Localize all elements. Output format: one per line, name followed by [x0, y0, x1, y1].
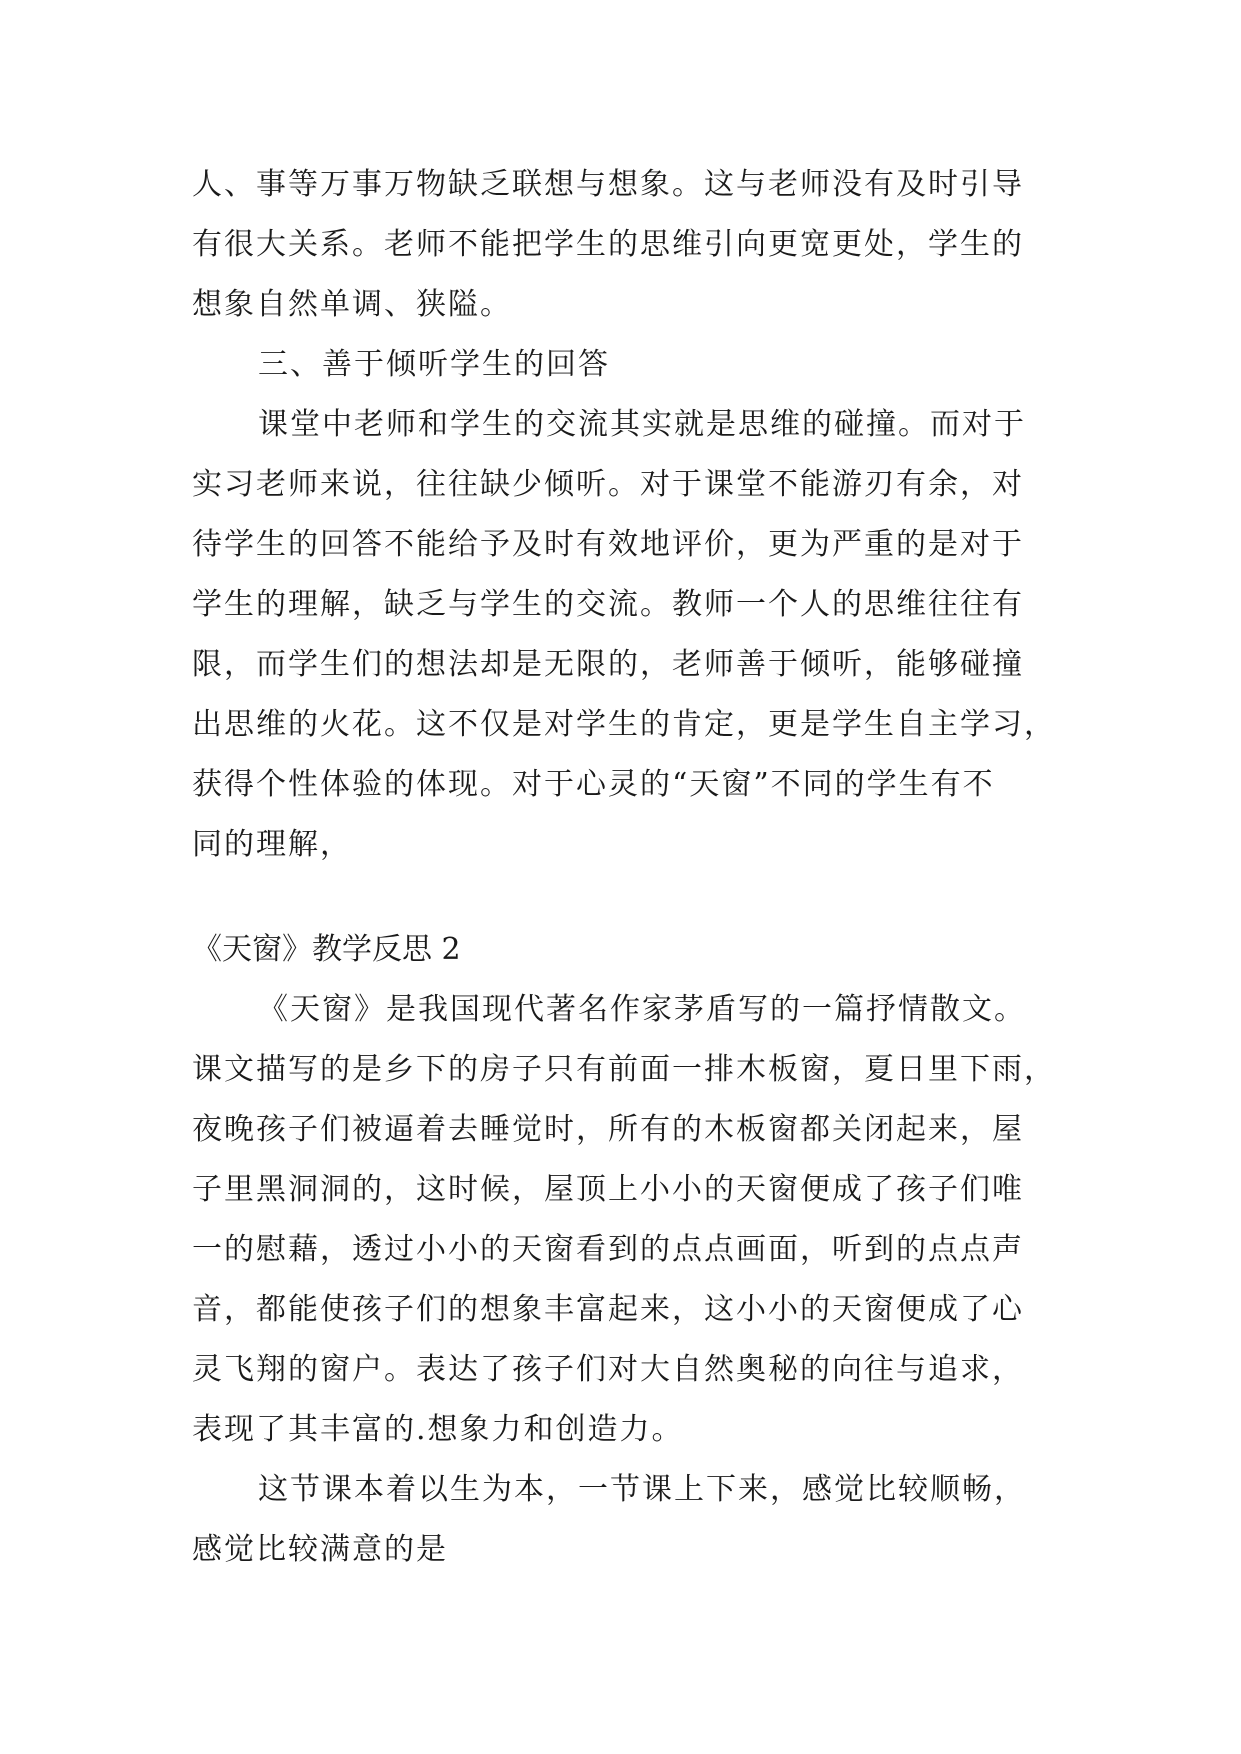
paragraph-line: 实习老师来说，往往缺少倾听。对于课堂不能游刃有余，对 — [192, 467, 1024, 502]
paragraph-line: 这节课本着以生为本，一节课上下来，感觉比较顺畅， — [258, 1472, 1026, 1507]
paragraph-line: 感觉比较满意的是 — [192, 1532, 448, 1567]
paragraph-line: 子里黑洞洞的，这时候，屋顶上小小的天窗便成了孩子们唯 — [192, 1172, 1024, 1207]
paragraph-line: 人、事等万事万物缺乏联想与想象。这与老师没有及时引导 — [192, 167, 1024, 202]
paragraph-line: 出思维的火花。这不仅是对学生的肯定，更是学生自主学习， — [192, 707, 1056, 742]
paragraph-line: 课文描写的是乡下的房子只有前面一排木板窗，夏日里下雨， — [192, 1052, 1056, 1087]
paragraph-line: 获得个性体验的体现。对于心灵的“天窗”不同的学生有不 — [192, 767, 995, 802]
paragraph-line: 《天窗》是我国现代著名作家茅盾写的一篇抒情散文。 — [258, 992, 1026, 1027]
paragraph-line: 有很大关系。老师不能把学生的思维引向更宽更处，学生的 — [192, 227, 1024, 262]
paragraph-line: 表现了其丰富的.想象力和创造力。 — [192, 1412, 684, 1447]
paragraph-line: 灵飞翔的窗户。表达了孩子们对大自然奥秘的向往与追求， — [192, 1352, 1024, 1387]
paragraph-line: 课堂中老师和学生的交流其实就是思维的碰撞。而对于 — [258, 407, 1026, 442]
paragraph-line: 夜晚孩子们被逼着去睡觉时，所有的木板窗都关闭起来，屋 — [192, 1112, 1024, 1147]
paragraph-line: 同的理解， — [192, 827, 352, 862]
paragraph-line: 音，都能使孩子们的想象丰富起来，这小小的天窗便成了心 — [192, 1292, 1024, 1327]
paragraph-line: 学生的理解，缺乏与学生的交流。教师一个人的思维往往有 — [192, 587, 1024, 622]
section-title: 《天窗》教学反思 2 — [192, 932, 461, 967]
paragraph-line: 一的慰藉，透过小小的天窗看到的点点画面，听到的点点声 — [192, 1232, 1024, 1267]
paragraph-line: 待学生的回答不能给予及时有效地评价，更为严重的是对于 — [192, 527, 1024, 562]
section-subheading: 三、善于倾听学生的回答 — [258, 347, 610, 382]
paragraph-line: 想象自然单调、狭隘。 — [192, 287, 512, 322]
paragraph-line: 限，而学生们的想法却是无限的，老师善于倾听，能够碰撞 — [192, 647, 1024, 682]
